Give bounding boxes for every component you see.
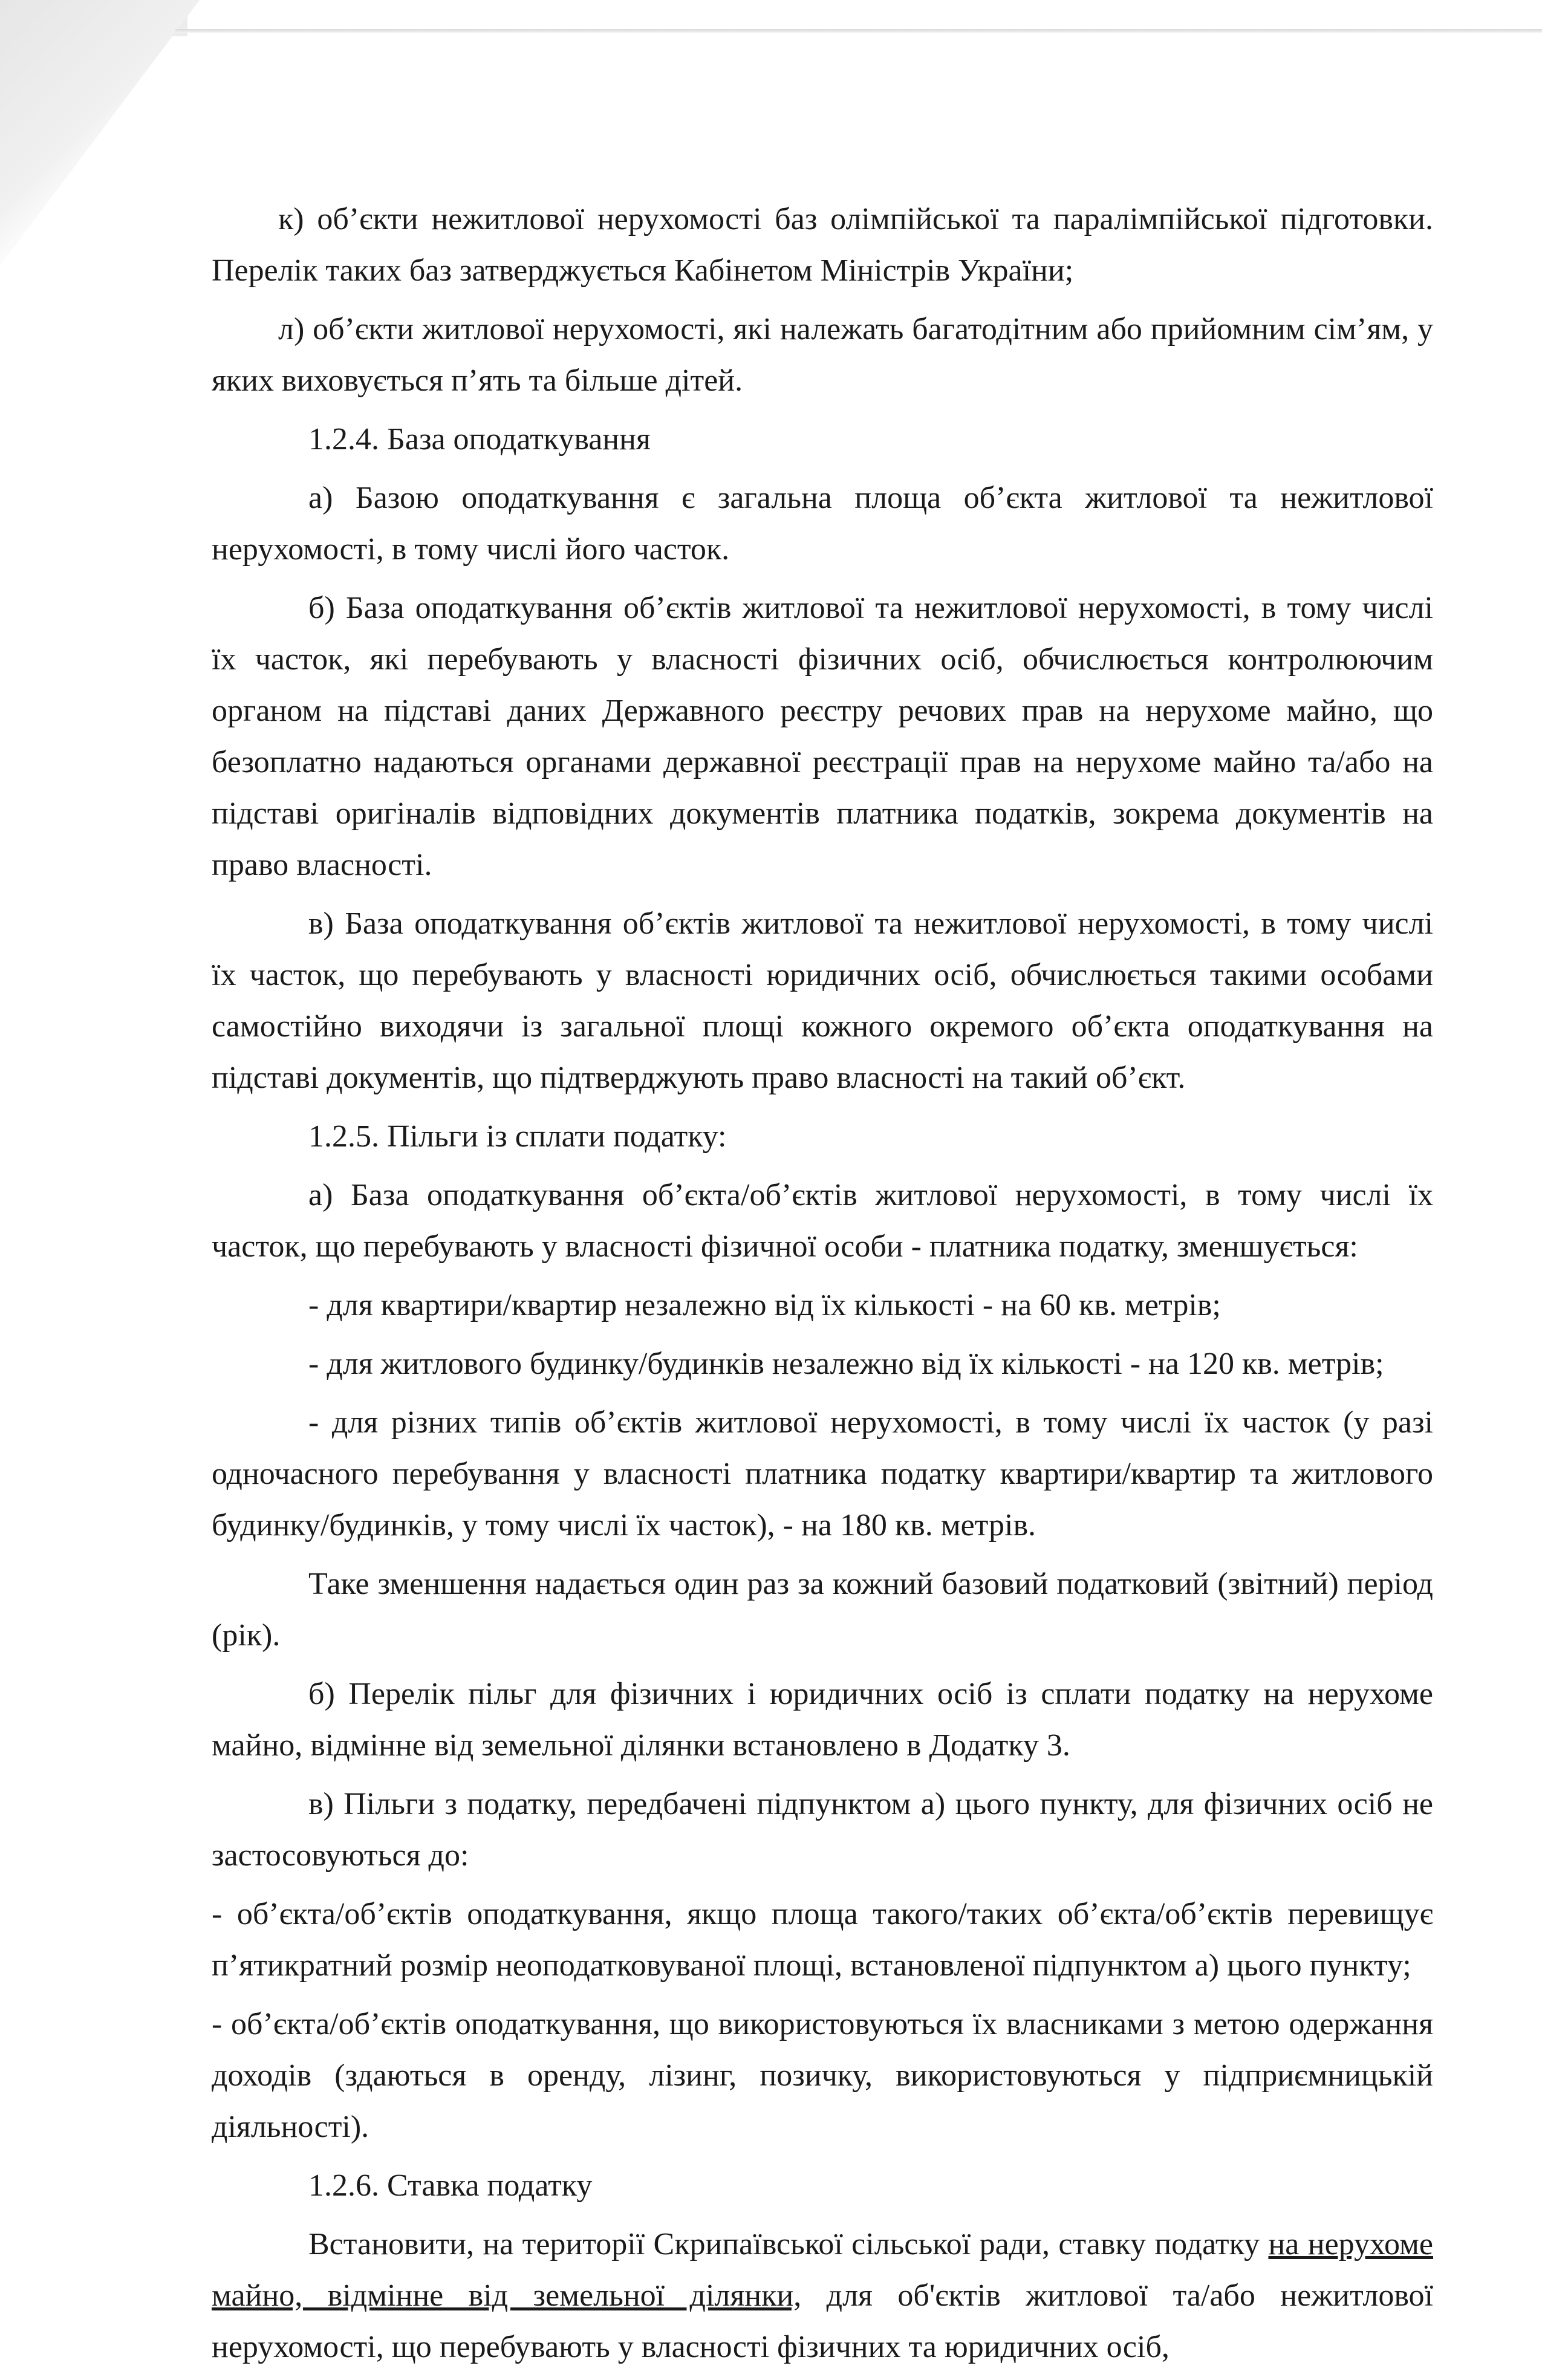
section-heading-1-2-4: 1.2.4. База оподаткування bbox=[308, 422, 651, 457]
section-heading-1-2-6: 1.2.6. Ставка податку bbox=[308, 2168, 593, 2203]
paragraph-rate bbox=[212, 2219, 1433, 2373]
scan-top-edge bbox=[175, 29, 1542, 33]
section-heading-1-2-5: 1.2.5. Пільги із сплати податку: bbox=[308, 1119, 727, 1154]
paragraph-1-2-5-b: б) Перелік пільг для фізичних і юридичних осіб із сплати податку на нерухоме майно, відмінне від земельної ділянки встановлено в Додатку 3. bbox=[212, 1677, 1433, 1763]
rate-text-underlined: на нерухоме майно, відмінне від земельної ділянки, bbox=[212, 2227, 1433, 2313]
paragraph-1-2-4-v: в) База оподаткування об’єктів житлової та нежитлової нерухомості, в тому числі їх часток, що перебувають у власності юридичних осіб, обчислюється такими особами самостійно виходячи із загальної площі кожного окремого об’єкта оподаткування на підставі документів, що підтверджують право власності на такий об’єкт. bbox=[212, 906, 1433, 1095]
paragraph-1-2-4-a: а) Базою оподаткування є загальна площа об’єкта житлової та нежитлової нерухомості, в тому числі його часток. bbox=[212, 481, 1433, 567]
list-item-houses: - для житлового будинку/будинків незалежно від їх кількості - на 120 кв. метрів; bbox=[308, 1347, 1384, 1381]
rate-text-after: для об'єктів житлової та/або нежитлової нерухомості, що перебувають у власності фізичних та юридичних осіб, bbox=[212, 2278, 1433, 2364]
paragraph-1-2-5-v: в) Пільги з податку, передбачені підпунктом а) цього пункту, для фізичних осіб не застосовуються до: bbox=[212, 1787, 1433, 1873]
rate-text-before: Встановити, на території Скрипаївської сільської ради, ставку податку bbox=[308, 2227, 1269, 2261]
list-item-mixed: - для різних типів об’єктів житлової нерухомості, в тому числі їх часток (у разі одночасного перебування у власності платника податку квартири/квартир та житлового будинку/будинків, у тому числі їх часток), - на 180 кв. метрів. bbox=[212, 1405, 1433, 1543]
document-body bbox=[212, 193, 1433, 2380]
list-item-income-use: - об’єкта/об’єктів оподаткування, що використовуються їх власниками з метою одержання доходів (здаються в оренду, лізинг, позичку, використовуються у підприємницькій діяльності). bbox=[212, 2007, 1433, 2144]
list-item-apartments: - для квартири/квартир незалежно від їх кількості - на 60 кв. метрів; bbox=[308, 1288, 1221, 1322]
paragraph-reduction-once: Таке зменшення надається один раз за кожний базовий податковий (звітний) період (рік). bbox=[212, 1567, 1433, 1653]
scan-fold-shadow bbox=[0, 0, 200, 266]
paragraph-l: л) об’єкти житлової нерухомості, які належать багатодітним або прийомним сім’ям, у яких виховується п’ять та більше дітей. bbox=[212, 312, 1433, 398]
list-item-area-exceeds: - об’єкта/об’єктів оподаткування, якщо площа такого/таких об’єкта/об’єктів перевищує п’ятикратний розмір неоподатковуваної площі, встановленої підпунктом а) цього пункту; bbox=[212, 1897, 1433, 1983]
paragraph-k: к) об’єкти нежитлової нерухомості баз олімпійської та паралімпійської підготовки. Перелік таких баз затверджується Кабінетом Міністрів України; bbox=[212, 202, 1433, 288]
paragraph-1-2-4-b: б) База оподаткування об’єктів житлової та нежитлової нерухомості, в тому числі їх часток, які перебувають у власності фізичних осіб, обчислюється контролюючим органом на підставі даних Державного реєстру речових прав на нерухоме майно, що безоплатно надаються органами державної реєстрації прав на нерухоме майно та/або на підставі оригіналів відповідних документів платника податків, зокрема документів на право власності. bbox=[212, 591, 1433, 882]
paragraph-1-2-5-a: а) База оподаткування об’єкта/об’єктів житлової нерухомості, в тому числі їх часток, що перебувають у власності фізичної особи - платника податку, зменшується: bbox=[212, 1178, 1433, 1264]
